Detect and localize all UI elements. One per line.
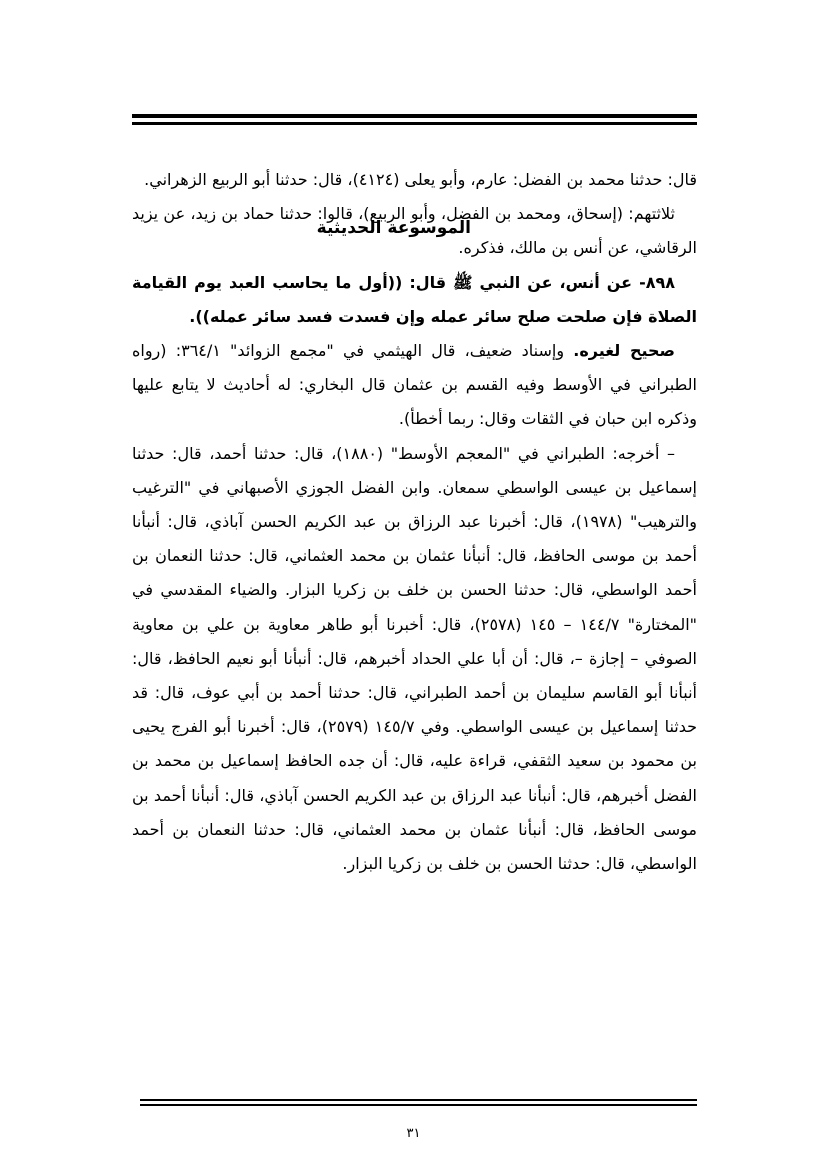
footer-rule-line-2 [140,1104,697,1106]
header-rule-thin [132,122,697,125]
grade-label: صحيح لغيره. [573,341,676,361]
page-body [132,163,697,881]
hadith-898: ٨٩٨- عن أنس، عن النبي ﷺ قال: ((أول ما يحاسب العبد يوم القيامة الصلاة فإن صلحت صلح سائر عمله وإن فسدت فسد سائر عمله)). [132,272,697,326]
running-header-title: الموسوعة الحديثية [311,218,477,238]
grading-paragraph [132,334,697,437]
page-number: ٣١ [406,1126,421,1141]
footer-rule-line-1 [140,1099,697,1101]
paragraph-2: ثلاثتهم: (إسحاق، ومحمد بن الفضل، وأبو الربيع)، قالوا: حدثنا حماد بن زيد، عن يزيد الرقاشي، عن أنس بن مالك، فذكره. [132,204,697,258]
paragraph-1: قال: حدثنا محمد بن الفضل: عارم، وأبو يعلى (٤١٢٤)، قال: حدثنا أبو الربيع الزهراني. [144,170,697,189]
header-rule-thick [132,114,697,118]
takhrij-paragraph: – أخرجه: الطبراني في "المعجم الأوسط" (١٨٨٠)، قال: حدثنا أحمد، قال: حدثنا إسماعيل بن عيسى الواسطي سمعان. وابن الفضل الجوزي الأصبهاني في "الترغيب والترهيب" (١٩٧٨)، قال: أخبرنا عبد الرزاق بن عبد الكريم الحسن آباذي، قال: أنبأنا أحمد بن موسى الحافظ، قال: أنبأنا عثمان بن محمد العثماني، قال: حدثنا النعمان بن أحمد الواسطي، قال: حدثنا الحسن بن خلف بن زكريا البزار. والضياء المقدسي في "المختارة" ١٤٤/٧ – ١٤٥ (٢٥٧٨)، قال: أخبرنا أبو طاهر معاوية بن علي بن معاوية الصوفي – إجازة –، قال: أن أبا علي الحداد أخبرهم، قال: أنبأنا أبو نعيم الحافظ، قال: أنبأنا أبو القاسم سليمان بن أحمد الطبراني، قال: حدثنا أحمد بن أبي عوف، قال: قد حدثنا إسماعيل بن عيسى الواسطي. وفي ١٤٥/٧ (٢٥٧٩)، قال: أخبرنا أبو الفرج يحيى بن محمود بن سعيد الثقفي، قراءة عليه، قال: أن جده الحافظ إسماعيل بن محمد بن الفضل أخبرهم، قال: أنبأنا عبد الرزاق بن عبد الكريم الحسن آباذي، قال: أنبأنا أحمد بن موسى الحافظ، قال: أنبأنا عثمان بن محمد العثماني، قال: حدثنا النعمان بن أحمد الواسطي، قال: حدثنا الحسن بن خلف بن زكريا البزار. [132,443,698,874]
grading-text: وإسناد ضعيف، قال الهيثمي في "مجمع الزوائد" ٣٦٤/١: (رواه الطبراني في الأوسط وفيه القسم بن عثمان قال البخاري: له أحاديث لا يتابع عليها وذكره ابن حبان في الثقات وقال: ربما أخطأ). [132,341,697,429]
footer-rule [140,1099,697,1109]
